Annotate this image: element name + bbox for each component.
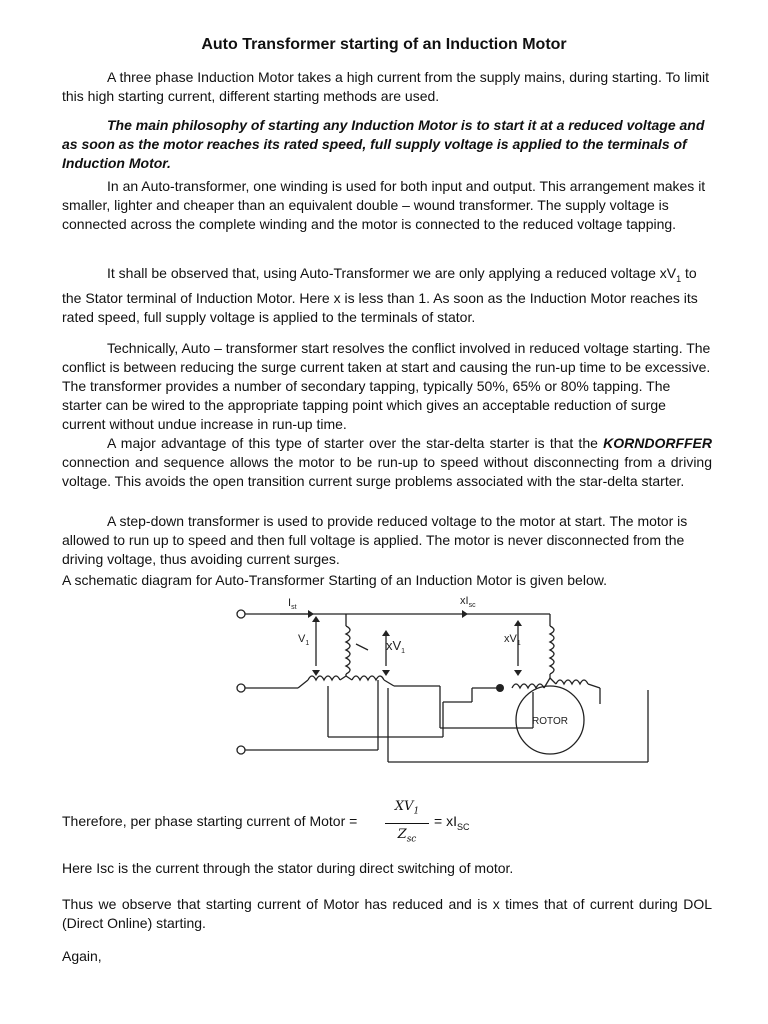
paragraph-reduced-voltage	[62, 264, 712, 327]
paragraph-reduced-voltage-sub: 1	[676, 273, 682, 284]
fraction-bar	[385, 823, 429, 824]
paragraph-korndorffer-a: A major advantage of this type of starter over the star-delta starter is that the	[107, 435, 604, 451]
supply-terminal-1	[237, 610, 245, 618]
supply-terminal-2	[237, 684, 245, 692]
formula-numerator: $XV_1$	[394, 799, 420, 817]
schematic-diagram	[228, 592, 718, 782]
label-xv1-mid: $xV_1$	[386, 638, 406, 655]
paragraph-dol-comparison: Thus we observe that starting current of Motor has reduced and is x times that of current during DOL (Direct Online) starting.	[62, 896, 712, 931]
label-v1: $V_1$	[298, 633, 310, 647]
supply-terminal-3	[237, 746, 245, 754]
rotor-label: ROTOR	[532, 716, 568, 727]
paragraph-korndorffer	[62, 434, 712, 491]
formula-result: = $xI_{SC}$	[434, 813, 470, 832]
paragraph-again: Again,	[62, 948, 102, 964]
formula-denominator: $Z_{sc}$	[397, 826, 417, 845]
paragraph-isc-definition: Here Isc is the current through the stator during direct switching of motor.	[62, 860, 514, 876]
label-ist: $I_{st}$	[288, 597, 297, 611]
paragraph-autotransformer: In an Auto-transformer, one winding is used for both input and output. This arrangement makes it smaller, lighter and cheaper than an equivalent double – wound transformer. The supply voltage is connected across the complete winding and the motor is connected to the reduced voltage tapping.	[62, 178, 706, 232]
formula-fraction	[385, 798, 429, 848]
formula-prefix: Therefore, per phase starting current of Motor =	[62, 813, 358, 829]
paragraph-philosophy: The main philosophy of starting any Induction Motor is to start it at a reduced voltage and as soon as the motor reaches its rated speed, full supply voltage is applied to the terminals of Induction Motor.	[62, 117, 705, 171]
paragraph-technically: Technically, Auto – transformer start resolves the conflict involved in reduced voltage starting. The conflict is between reducing the surge current taken at start and causing the run-up time to be excessive. The transformer provides a number of secondary tapping, typically 50%, 65% or 80% tapping. The starter can be wired to the appropriate tapping point which gives an acceptable reduction of surge current without undue increase in run-up time.	[62, 340, 711, 432]
korndorffer-keyword: KORNDORFFER	[603, 435, 712, 451]
tap-junction-dot	[496, 684, 504, 692]
paragraph-schematic-intro: A schematic diagram for Auto-Transformer Starting of an Induction Motor is given below.	[62, 572, 607, 588]
paragraph-reduced-voltage-a: It shall be observed that, using Auto-Transformer we are only applying a reduced voltage xV	[107, 265, 677, 281]
paragraph-intro: A three phase Induction Motor takes a high current from the supply mains, during starting. To limit this high starting current, different starting methods are used.	[62, 69, 710, 104]
label-xv1-right: $xV_1$	[504, 633, 521, 647]
label-xisc: $xI_{sc}$	[460, 595, 476, 609]
paragraph-reduced-voltage-b: to the Stator terminal of Induction Motor. Here x is less than 1. As soon as the Induction Motor reaches its rated speed, full supply voltage is applied to the terminals of stator.	[62, 265, 698, 325]
paragraph-step-down: A step-down transformer is used to provide reduced voltage to the motor at start. The motor is allowed to run up to speed and then full voltage is applied. The motor is never disconnected from the driving voltage, thus avoiding current surges.	[62, 513, 688, 567]
page-title: Auto Transformer starting of an Induction Motor	[201, 36, 567, 53]
paragraph-korndorffer-b: connection and sequence allows the motor to be run-up to speed without disconnecting from a driving voltage. This avoids the open transition current surge problems associated with the star-delta starter.	[62, 454, 712, 489]
starting-current-formula	[62, 798, 712, 848]
